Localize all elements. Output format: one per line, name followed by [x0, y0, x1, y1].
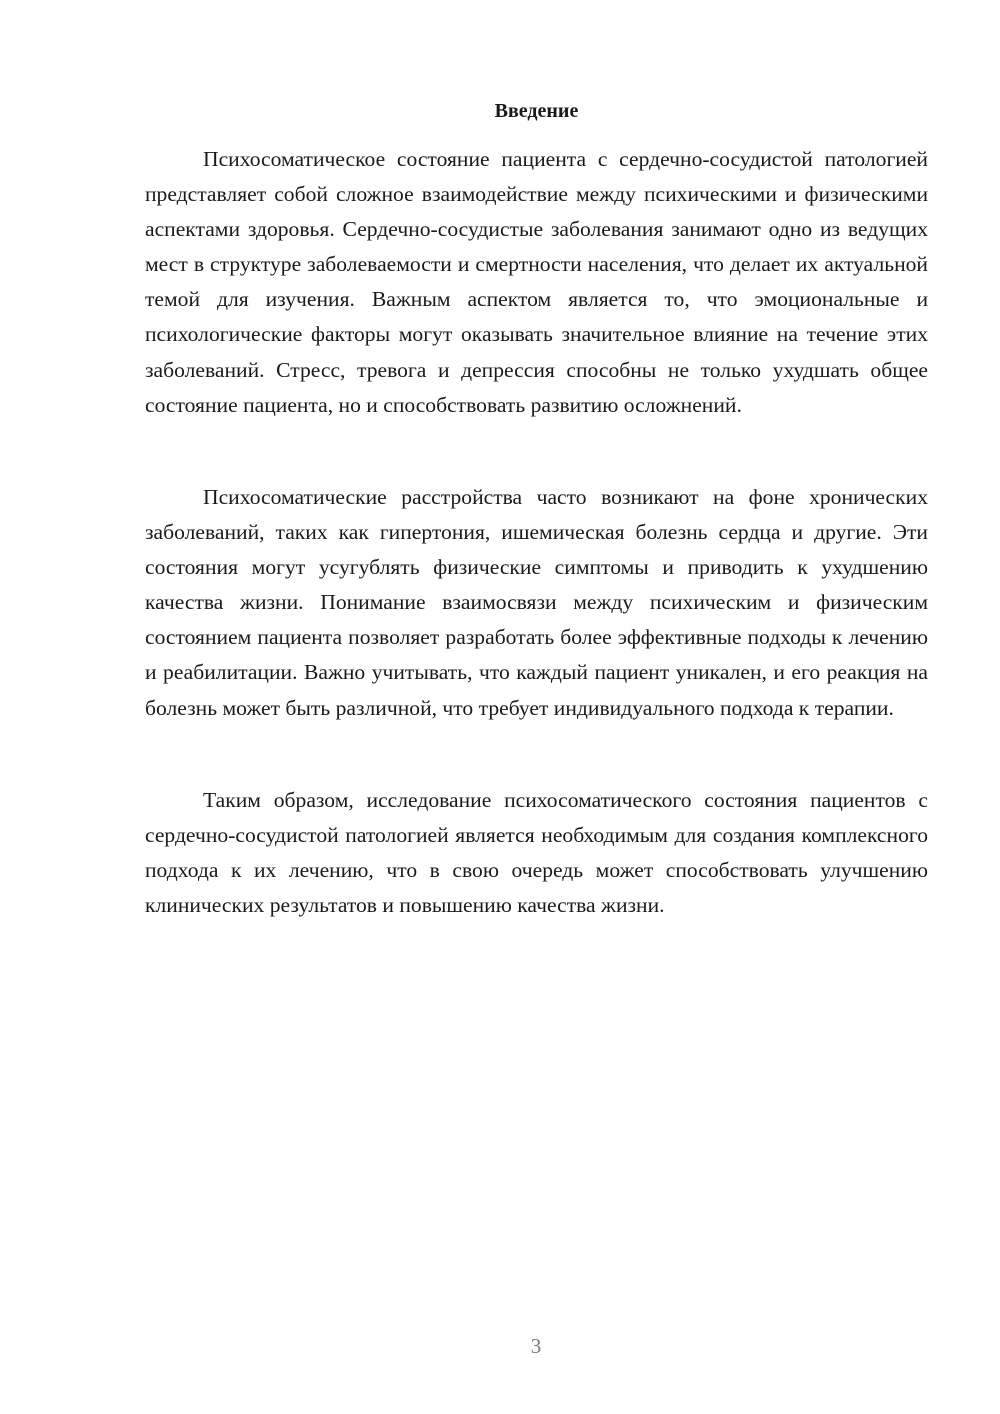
paragraph-1: Психосоматическое состояние пациента с сердечно-сосудистой патологией представляет собой сложное взаимодействие между психическими и физическими аспектами здоровья. Сердечно-сосудистые заболевания занимают одно из ведущих мест в структуре заболеваемости и смертности населения, что делает их актуальной темой для изучения. Важным аспектом является то, что эмоциональные и психологические факторы могут оказывать значительное влияние на течение этих заболеваний. Стресс, тревога и депрессия способны не только ухудшать общее состояние пациента, но и способствовать развитию осложнений. — [145, 147, 928, 417]
section-title: Введение — [494, 100, 579, 122]
paragraph-2: Психосоматические расстройства часто возникают на фоне хронических заболеваний, таких как гипертония, ишемическая болезнь сердца и другие. Эти состояния могут усугублять физические симптомы и приводить к ухудшению качества жизни. Понимание взаимосвязи между психическим и физическим состоянием пациента позволяет разработать более эффективные подходы к лечению и реабилитации. Важно учитывать, что каждый пациент уникален, и его реакция на болезнь может быть различной, что требует индивидуального подхода к терапии. — [145, 485, 928, 720]
paragraph-3: Таким образом, исследование психосоматического состояния пациентов с сердечно-сосудистой патологией является необходимым для создания комплексного подхода к их лечению, что в свою очередь может способствовать улучшению клинических результатов и повышению качества жизни. — [145, 788, 928, 918]
page-number: 3 — [530, 1334, 542, 1358]
